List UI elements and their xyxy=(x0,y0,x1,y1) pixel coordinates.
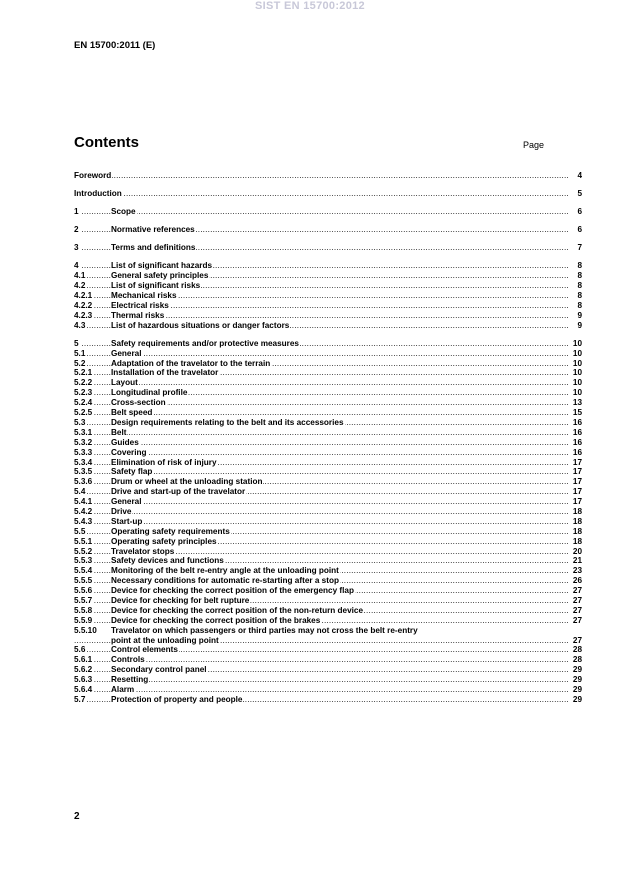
toc-entry[interactable] xyxy=(74,527,582,537)
toc-entry-title: Adaptation of the travelator to the terrain xyxy=(111,358,271,368)
toc-entry-number: 5.2.2 xyxy=(74,378,93,388)
toc-entry[interactable] xyxy=(74,207,582,217)
toc-entry-title: Start-up xyxy=(111,516,143,526)
toc-entry-page: 18 xyxy=(572,536,582,546)
toc-entry-title: Longitudinal profile xyxy=(111,388,188,398)
toc-entry-title: Operating safety requirements xyxy=(111,526,230,536)
toc-entry-number: 5.6.2 xyxy=(74,665,93,675)
toc-entry-number: 5 xyxy=(74,338,79,348)
toc-entry-title: Scope xyxy=(111,207,136,217)
toc-entry[interactable] xyxy=(74,665,582,675)
toc-entry-page: 28 xyxy=(572,655,582,665)
toc-entry-page: 10 xyxy=(572,368,582,378)
toc-entry-page: 26 xyxy=(572,576,582,586)
toc-entry-page: 17 xyxy=(572,457,582,467)
toc-entry-title: Device for checking the correct position of the brakes xyxy=(111,615,321,625)
toc-entry-number: 5.2.4 xyxy=(74,398,93,408)
toc-entry-number: 5.5.3 xyxy=(74,556,93,566)
toc-entry-page: 18 xyxy=(572,526,582,536)
toc-entry-title: Installation of the travelator xyxy=(111,368,219,378)
toc-entry[interactable] xyxy=(74,368,582,378)
toc-entry-number: 5.6.4 xyxy=(74,684,93,694)
toc-entry[interactable] xyxy=(74,359,582,369)
toc-entry[interactable] xyxy=(74,566,582,576)
toc-entry-title: Drive and start-up of the travelator xyxy=(111,487,246,497)
toc-entry-page: 29 xyxy=(572,684,582,694)
toc-entry[interactable] xyxy=(74,487,582,497)
toc-entry-title: Introduction xyxy=(74,189,122,199)
toc-entry-number: 4.3 xyxy=(74,320,86,330)
toc-entry-page: 13 xyxy=(572,398,582,408)
toc-entry-title: Controls xyxy=(111,655,145,665)
table-of-contents xyxy=(74,171,582,705)
dot-leader xyxy=(74,685,568,695)
toc-entry-title: point at the unloading point xyxy=(111,635,219,645)
toc-entry-number: 5.6.3 xyxy=(74,675,93,685)
toc-entry-number: 2 xyxy=(74,225,79,235)
toc-entry[interactable] xyxy=(74,378,582,388)
toc-entry-number: 4 xyxy=(74,261,79,271)
toc-entry-number: 5.5.10 xyxy=(74,625,97,635)
toc-entry-title: Device for checking the correct position of the non-return device xyxy=(111,605,364,615)
toc-entry-page: 4 xyxy=(577,171,582,180)
dot-leader xyxy=(74,378,568,388)
toc-entry[interactable] xyxy=(74,576,582,586)
toc-gap xyxy=(74,235,582,243)
toc-entry-page: 9 xyxy=(577,310,582,320)
toc-entry-title: Necessary conditions for automatic re-starting after a stop xyxy=(111,576,339,586)
toc-entry-title: Control elements xyxy=(111,645,178,655)
toc-entry-number: 5.4.2 xyxy=(74,506,93,516)
toc-entry-page: 8 xyxy=(577,271,582,281)
toc-entry-title: Design requirements relating to the belt and its accessories xyxy=(111,417,344,427)
toc-entry[interactable] xyxy=(74,398,582,408)
toc-entry-number: 5.3.2 xyxy=(74,437,93,447)
toc-entry-number: 5.3.4 xyxy=(74,457,93,467)
toc-entry[interactable] xyxy=(74,645,582,655)
toc-entry-page: 18 xyxy=(572,506,582,516)
toc-entry-title: Device for checking the correct position of the emergency flap xyxy=(111,586,354,596)
toc-entry-number: 5.6 xyxy=(74,645,86,655)
toc-entry-number: 5.1 xyxy=(74,348,86,358)
toc-entry-page: 29 xyxy=(572,665,582,675)
toc-entry-title: Monitoring of the belt re-entry angle at the unloading point xyxy=(111,566,339,576)
toc-entry-number: 5.3.5 xyxy=(74,467,93,477)
dot-leader xyxy=(74,517,568,527)
toc-entry-page: 5 xyxy=(577,189,582,199)
toc-entry-number: 5.5.6 xyxy=(74,586,93,596)
toc-entry[interactable] xyxy=(74,448,582,458)
toc-entry-page: 29 xyxy=(572,694,582,704)
toc-entry[interactable] xyxy=(74,606,582,616)
dot-leader xyxy=(74,189,568,199)
toc-entry-title: Safety requirements and/or protective measures xyxy=(111,338,299,348)
toc-entry-number: 1 xyxy=(74,207,79,217)
toc-entry-number: 5.3.1 xyxy=(74,427,93,437)
toc-gap xyxy=(74,331,582,339)
toc-entry[interactable] xyxy=(74,586,582,596)
toc-entry-title: General safety principles xyxy=(111,271,209,281)
toc-entry-title: Belt speed xyxy=(111,408,153,418)
toc-entry-number: 5.4.1 xyxy=(74,497,93,507)
toc-entry[interactable] xyxy=(74,675,582,685)
toc-entry-title: Electrical risks xyxy=(111,300,169,310)
toc-entry-title: Protection of property and people xyxy=(111,694,243,704)
toc-entry-page: 28 xyxy=(572,645,582,655)
toc-entry-title: Foreword xyxy=(74,171,112,180)
toc-entry-number: 5.5.8 xyxy=(74,605,93,615)
toc-entry-title: General xyxy=(111,348,142,358)
toc-entry-number: 4.2.1 xyxy=(74,291,93,301)
toc-entry-number: 5.5.7 xyxy=(74,595,93,605)
toc-gap xyxy=(74,253,582,261)
toc-entry-page: 20 xyxy=(572,546,582,556)
toc-entry-page: 8 xyxy=(577,261,582,271)
page-column-label: Page xyxy=(523,140,545,150)
toc-entry[interactable] xyxy=(74,418,582,428)
toc-entry[interactable] xyxy=(74,537,582,547)
toc-entry[interactable] xyxy=(74,596,582,606)
toc-entry[interactable] xyxy=(74,408,582,418)
toc-entry-number: 5.5.9 xyxy=(74,615,93,625)
toc-entry-number: 5.7 xyxy=(74,694,86,704)
toc-entry[interactable] xyxy=(74,547,582,557)
toc-entry[interactable] xyxy=(74,467,582,477)
toc-entry-title: Guides xyxy=(111,437,139,447)
toc-entry-page: 10 xyxy=(572,378,582,388)
toc-entry-title: List of hazardous situations or danger factors xyxy=(111,320,290,330)
toc-entry-title: Resetting xyxy=(111,675,149,685)
dot-leader xyxy=(74,497,568,507)
toc-entry-number: 5.5 xyxy=(74,526,86,536)
toc-entry-title: Operating safety principles xyxy=(111,536,217,546)
toc-entry-number: 5.5.5 xyxy=(74,576,93,586)
toc-entry[interactable] xyxy=(74,171,582,181)
toc-entry-page: 16 xyxy=(572,427,582,437)
dot-leader xyxy=(74,428,568,438)
toc-entry-page: 27 xyxy=(572,615,582,625)
toc-entry-page: 17 xyxy=(572,487,582,497)
toc-entry-number: 5.2.3 xyxy=(74,388,93,398)
toc-entry-page: 9 xyxy=(577,320,582,330)
toc-entry-number: 5.2.5 xyxy=(74,408,93,418)
toc-entry-page: 27 xyxy=(572,635,582,645)
toc-entry-number: 5.5.1 xyxy=(74,536,93,546)
toc-entry[interactable] xyxy=(74,261,582,271)
toc-entry-title: Travelator stops xyxy=(111,546,175,556)
toc-entry[interactable] xyxy=(74,311,582,321)
toc-entry-page: 8 xyxy=(577,281,582,291)
watermark: SIST EN 15700:2012 xyxy=(255,0,365,12)
toc-entry[interactable] xyxy=(74,477,582,487)
toc-entry[interactable] xyxy=(74,438,582,448)
toc-entry-page: 17 xyxy=(572,497,582,507)
toc-entry[interactable] xyxy=(74,281,582,291)
toc-entry-page: 10 xyxy=(572,358,582,368)
toc-entry-page: 15 xyxy=(572,408,582,418)
toc-entry-page: 16 xyxy=(572,437,582,447)
toc-entry-title: Cross-section xyxy=(111,398,166,408)
toc-gap xyxy=(74,181,582,189)
toc-entry[interactable] xyxy=(74,517,582,527)
toc-entry-page: 23 xyxy=(572,566,582,576)
toc-entry[interactable] xyxy=(74,507,582,517)
toc-entry-title: List of significant risks xyxy=(111,281,201,291)
toc-entry-page: 27 xyxy=(572,586,582,596)
toc-entry-title: Covering xyxy=(111,447,147,457)
page-number: 2 xyxy=(74,811,80,822)
toc-entry-page: 29 xyxy=(572,675,582,685)
toc-entry-number: 4.2 xyxy=(74,281,86,291)
toc-entry[interactable] xyxy=(74,339,582,349)
toc-entry-number: 3 xyxy=(74,243,79,253)
toc-entry-title: Drive xyxy=(111,506,132,516)
toc-entry[interactable] xyxy=(74,189,582,199)
toc-entry[interactable] xyxy=(74,458,582,468)
toc-entry-title: Secondary control panel xyxy=(111,665,207,675)
toc-entry-page: 17 xyxy=(572,477,582,487)
toc-entry[interactable] xyxy=(74,243,582,253)
toc-entry-title: Thermal risks xyxy=(111,310,165,320)
toc-entry-number: 5.5.4 xyxy=(74,566,93,576)
toc-entry-page: 7 xyxy=(577,243,582,253)
dot-leader xyxy=(74,655,568,665)
toc-entry-title: Alarm xyxy=(111,684,135,694)
toc-entry-title: General xyxy=(111,497,142,507)
toc-entry-number: 5.4.3 xyxy=(74,516,93,526)
toc-entry-number: 5.5.2 xyxy=(74,546,93,556)
toc-gap xyxy=(74,199,582,207)
toc-entry[interactable] xyxy=(74,388,582,398)
toc-entry-title: Mechanical risks xyxy=(111,291,177,301)
toc-entry-number: 5.6.1 xyxy=(74,655,93,665)
toc-entry-page: 10 xyxy=(572,338,582,348)
toc-entry-page: 8 xyxy=(577,291,582,301)
toc-entry-number: 4.2.3 xyxy=(74,310,93,320)
toc-entry[interactable] xyxy=(74,655,582,665)
toc-entry[interactable] xyxy=(74,225,582,235)
toc-entry-title: Device for checking for belt rupture xyxy=(111,595,250,605)
toc-entry-page: 16 xyxy=(572,447,582,457)
toc-entry[interactable] xyxy=(74,636,582,646)
dot-leader xyxy=(74,507,568,517)
toc-entry-page: 6 xyxy=(577,207,582,217)
toc-entry-title: Elimination of risk of injury xyxy=(111,457,217,467)
toc-entry-page: 27 xyxy=(572,605,582,615)
toc-entry-number: 4.1 xyxy=(74,271,86,281)
toc-entry-title: Normative references xyxy=(111,225,195,235)
toc-entry[interactable] xyxy=(74,685,582,695)
toc-entry-number: 4.2.2 xyxy=(74,300,93,310)
toc-entry-page: 8 xyxy=(577,300,582,310)
toc-entry[interactable] xyxy=(74,321,582,331)
toc-entry[interactable] xyxy=(74,301,582,311)
toc-entry-number: 5.2 xyxy=(74,358,86,368)
toc-entry-title: Safety devices and functions xyxy=(111,556,224,566)
contents-heading: Contents xyxy=(74,134,139,151)
document-id: EN 15700:2011 (E) xyxy=(74,40,156,51)
toc-entry-title: Travelator on which passengers or third parties may not cross the belt re-entry xyxy=(111,625,418,635)
toc-entry[interactable] xyxy=(74,291,582,301)
toc-entry-page: 21 xyxy=(572,556,582,566)
dot-leader xyxy=(74,438,568,448)
dot-leader xyxy=(74,448,568,458)
toc-entry-page: 6 xyxy=(577,225,582,235)
toc-entry-title: Belt xyxy=(111,427,127,437)
toc-entry-page: 16 xyxy=(572,417,582,427)
toc-entry[interactable] xyxy=(74,626,582,636)
toc-entry-title: Layout xyxy=(111,378,138,388)
toc-entry[interactable] xyxy=(74,428,582,438)
dot-leader xyxy=(74,171,568,181)
toc-entry[interactable] xyxy=(74,497,582,507)
toc-entry-page: 17 xyxy=(572,467,582,477)
toc-gap xyxy=(74,217,582,225)
toc-entry-title: Safety flap xyxy=(111,467,153,477)
toc-entry-page: 10 xyxy=(572,388,582,398)
toc-entry[interactable] xyxy=(74,616,582,626)
toc-entry-title: List of significant hazards xyxy=(111,261,212,271)
toc-entry[interactable] xyxy=(74,556,582,566)
toc-entry[interactable] xyxy=(74,349,582,359)
dot-leader xyxy=(74,349,568,359)
toc-entry[interactable] xyxy=(74,271,582,281)
toc-entry[interactable] xyxy=(74,695,582,705)
toc-entry-page: 10 xyxy=(572,348,582,358)
toc-entry-title: Terms and definitions xyxy=(111,243,196,253)
toc-entry-number: 5.4 xyxy=(74,487,86,497)
dot-leader xyxy=(74,207,568,217)
toc-entry-number: 5.3.3 xyxy=(74,447,93,457)
toc-entry-page: 27 xyxy=(572,595,582,605)
toc-entry-page: 18 xyxy=(572,516,582,526)
toc-entry-number: 5.2.1 xyxy=(74,368,93,378)
toc-entry-number: 5.3 xyxy=(74,417,86,427)
toc-entry-title: Drum or wheel at the unloading station xyxy=(111,477,263,487)
toc-entry-number: 5.3.6 xyxy=(74,477,93,487)
